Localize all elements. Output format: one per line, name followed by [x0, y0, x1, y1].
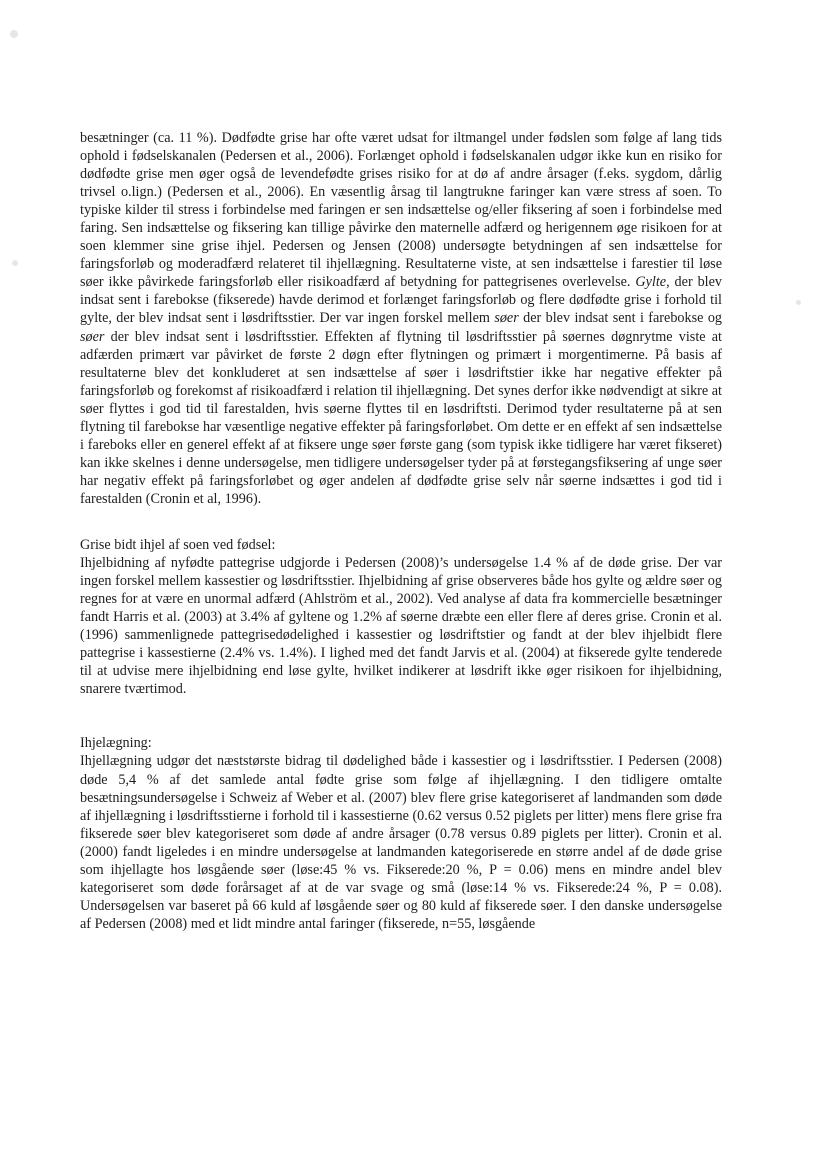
paragraph-ihjelbidning: Ihjelbidning af nyfødte pattegrise udgjorde i Pedersen (2008)’s undersøgelse 1.4 % af de døde grise. Der var ingen forskel mellem kassestier og løsdriftsstier. Ihjelbidning af grise observeres både hos gylte og ældre søer og regnes for at være en unormal adfærd (Ahlström et al., 2002). Ved analyse af data fra kommercielle besætninger fandt Harris et al. (2003) at 3.4% af gyltene og 1.2% af søerne dræbte een eller flere af deres grise. Cronin et al. (1996) sammenlignede pattegrisedødelighed i kassestier og løsdriftstier og fandt at der blev ihjelbidt flere pattegrise i kassestierne (2.4% vs. 1.4%). I lighed med det fandt Jarvis et al. (2004) at fikserede gylte tenderede til at udvise mere ihjelbidning end løse gylte, hvilket indikerer at løsdrift ikke øger risikoen for ihjelbidning, snarere tværtimod.: [80, 555, 722, 698]
italic-term: søer: [80, 328, 105, 345]
paragraph-fiksering: [80, 129, 722, 508]
text-run: , der blev indsat sent i farebokse (fikserede) havde derimod et forlænget faringsforløb og flere dødfødte grise i forhold til gylte, der blev indsat sent i løsdriftsstier. Der var ingen forskel mellem: [80, 274, 722, 327]
italic-term: søer: [494, 310, 519, 327]
text-run: der blev indsat sent i farebokse og: [518, 310, 723, 327]
scan-speck: [10, 30, 18, 38]
document-page: [80, 129, 722, 933]
scan-speck: [12, 260, 18, 266]
scan-speck: [796, 300, 801, 305]
italic-term: Gylte: [635, 274, 667, 291]
section-heading-ihjelbidning: Grise bidt ihjel af soen ved fødsel:: [80, 536, 276, 553]
paragraph-ihjellaegning: Ihjellægning udgør det næststørste bidrag til dødelighed både i kassestier og i løsdriftsstier. I Pedersen (2008) døde 5,4 % af det samlede antal fødte grise som følge af ihjellægning. I den tidligere omtalte besætningsundersøgelse i Schweiz af Weber et al. (2007) blev flere grise kategoriseret af landmanden som døde af ihjellægning i løsdriftsstierne i forhold til i kassestierne (0.62 versus 0.52 piglets per litter) mens flere grise fra fikserede søer blev kategoriseret som døde af andre årsager (0.78 versus 0.89 piglets per litter). Cronin et al. (2000) fandt ligeledes i en mindre undersøgelse at landmanden kategoriserede en større andel af de døde grise som ihjellagte hos løsgående søer (løse:45 % vs. Fikserede:20 %, P = 0.06) mens en mindre andel blev kategoriseret som døde forårsaget af at de var svage og små (løse:14 % vs. Fikserede:24 %, P = 0.08). Undersøgelsen var baseret på 66 kuld af løsgående søer og 80 kuld af fikserede søer. I den danske undersøgelse af Pedersen (2008) med et lidt mindre antal faringer (fikserede, n=55, løsgående: [80, 753, 722, 932]
section-heading-ihjellaegning: Ihjelægning:: [80, 735, 152, 752]
text-run: der blev indsat sent i løsdriftsstier. Effekten af flytning til løsdriftsstier på søernes døgnrytme viste at adfærden primært var påvirket de første 2 døgn efter flytningen og primært i morgentimerne. På basis af resultaterne blev det konkluderet at sen indsættelse af søer i løsdriftstier ikke har negative effekter på faringsforløb og forekomst af risikoadfærd i relation til ihjellægning. Det synes derfor ikke nødvendigt at sikre at søer flyttes i god tid til farestalden, hvis søerne flyttes til en løsdriftsti. Derimod tyder resultaterne på at sen flytning til farebokse har væsentlige negative effekter på faringsforløbet. Om dette er en effekt af sen indsættelse i fareboks eller en generel effekt af at fiksere unge søer første gang (som typisk ikke tidligere har været fikseret) kan ikke skelnes i denne undersøgelse, men tidligere undersøgelser tyder på at førstegangsfiksering af unge søer har negativ effekt på faringsforløbet og øger andelen af dødfødte grise selv når søerne indsættes i god tid i farestalden (Cronin et al, 1996).: [80, 328, 722, 507]
text-run: besætninger (ca. 11 %). Dødfødte grise har ofte været udsat for iltmangel under fødslen som følge af lang tids ophold i fødselskanalen (Pedersen et al., 2006). Forlænget ophold i fødselskanalen udgør ikke kun en risiko for dødfødte grise men øger også de levendefødte grises risiko for at dø af andre årsager (f.eks. sygdom, dårlig trivsel o.lign.) (Pedersen et al., 2006). En væsentlig årsag til langtrukne faringer kan være stress af soen. To typiske kilder til stress i forbindelse med faringen er sen indsættelse og/eller fiksering af soen i forbindelse med faring. Sen indsættelse og fiksering kan tillige påvirke den maternelle adfærd og herigennem øge risikoen for at soen klemmer sine grise ihjel. Pedersen og Jensen (2008) undersøgte betydningen af sen indsættelse for faringsforløb og moderadfærd relateret til ihjellægning. Resultaterne viste, at sen indsættelse i farestier til løse søer ikke påvirkede faringsforløb eller risikoadfærd af betydning for pattegrisenes overlevelse.: [80, 130, 722, 291]
